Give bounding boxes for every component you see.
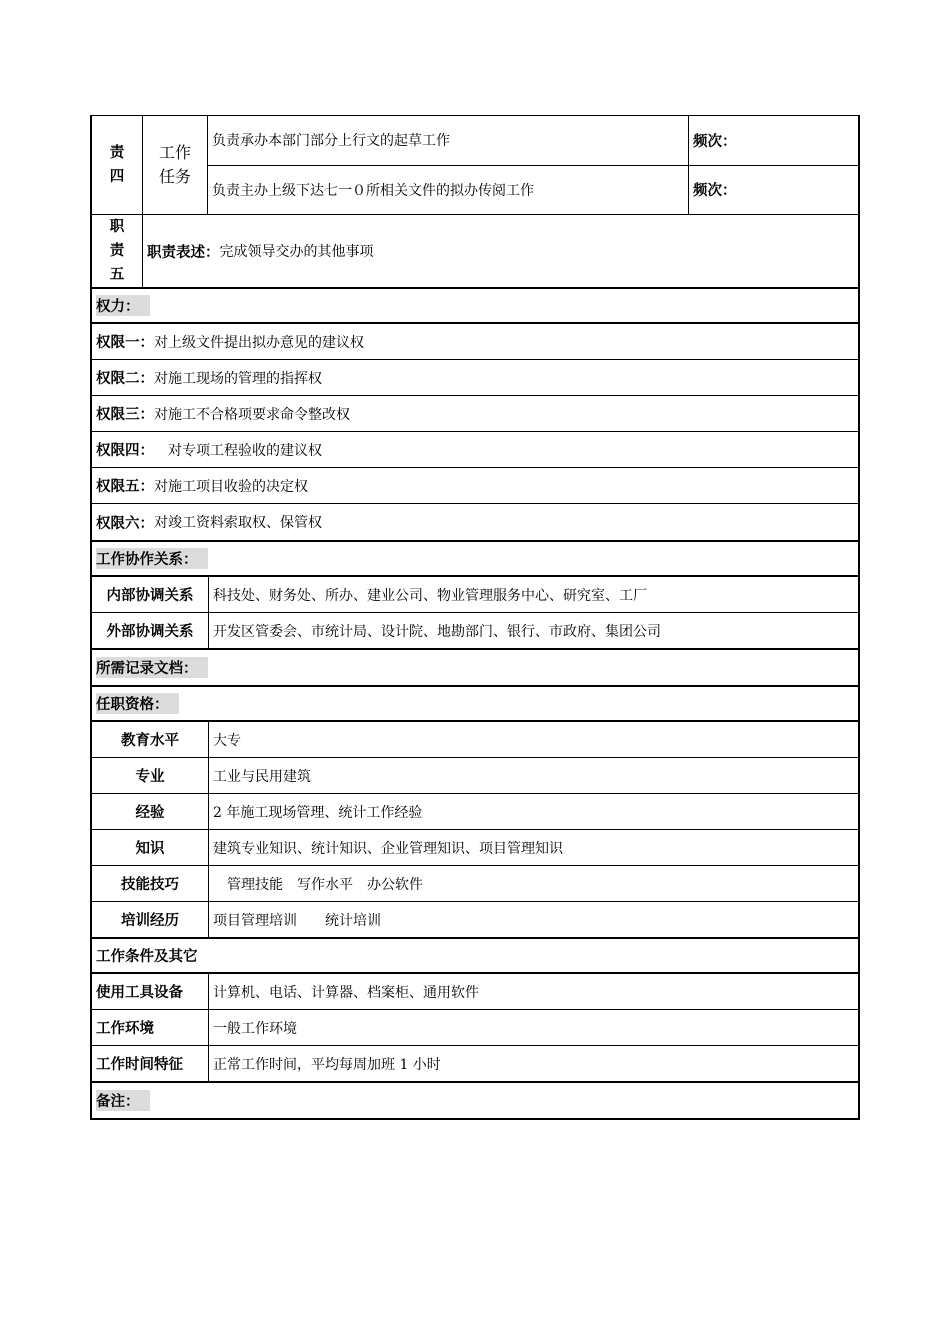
section-header (92, 650, 858, 685)
notes-title: 备注： (92, 1083, 150, 1118)
qualification-row (92, 902, 858, 937)
qualification-label: 技能技巧 (121, 877, 179, 893)
authority-row: 权限六： 对竣工资料索取权、保管权 (96, 515, 322, 532)
qualification-text: 工业与民用建筑 (208, 758, 858, 793)
qualification-row (92, 758, 858, 794)
qualification-row (92, 794, 858, 830)
conditions-block (90, 939, 860, 1083)
job-description-table (90, 115, 860, 1120)
relation-text: 科技处、财务处、所办、建业公司、物业管理服务中心、研究室、工厂 (208, 577, 858, 612)
task-text: 负责主办上级下达七一０所相关文件的拟办传阅工作 (212, 182, 534, 199)
condition-text: 一般工作环境 (208, 1010, 858, 1045)
conditions-title: 工作条件及其它 (96, 949, 198, 965)
qualification-text: 管理技能 写作水平 办公软件 (208, 866, 858, 901)
qualification-label: 专业 (135, 769, 165, 785)
notes-block (90, 1083, 860, 1120)
condition-label: 使用工具设备 (96, 985, 183, 1001)
records-title: 所需记录文档： (92, 650, 208, 685)
section-header (92, 687, 858, 722)
authority-row: 权限三： 对施工不合格项要求命令整改权 (92, 396, 858, 432)
description-label: 职责表述： (147, 244, 220, 261)
qualification-label: 教育水平 (121, 733, 179, 749)
qualification-text: 2 年施工现场管理、统计工作经验 (208, 794, 858, 829)
task-label: 工作 任务 (142, 116, 207, 214)
relations-title: 工作协作关系： (92, 542, 208, 575)
relation-label: 外部协调关系 (106, 624, 194, 640)
qualifications-title: 任职资格： (92, 687, 179, 720)
condition-row (92, 1010, 858, 1046)
authority-row: 权限二： 对施工现场的管理的指挥权 (92, 360, 858, 396)
authority-title: 权力： (92, 289, 150, 322)
relation-row (92, 613, 858, 648)
relation-text: 开发区管委会、市统计局、设计院、地勘部门、银行、市政府、集团公司 (208, 613, 858, 648)
duty-5-description (142, 215, 858, 287)
condition-row (92, 974, 858, 1010)
duty-5-block (90, 215, 860, 289)
task-text: 负责承办本部门部分上行文的起草工作 (212, 133, 450, 150)
qualification-row (92, 722, 858, 758)
condition-text: 计算机、电话、计算器、档案柜、通用软件 (208, 974, 858, 1009)
frequency-label: 频次： (688, 116, 858, 165)
qualification-text: 建筑专业知识、统计知识、企业管理知识、项目管理知识 (208, 830, 858, 865)
task-list (207, 116, 858, 214)
qualification-text: 大专 (208, 722, 858, 757)
qualification-row (92, 866, 858, 902)
condition-text: 正常工作时间，平均每周加班 1 小时 (208, 1046, 858, 1081)
relation-row (92, 577, 858, 613)
qualification-row (92, 830, 858, 866)
authority-block (90, 289, 860, 542)
description-text: 完成领导交办的其他事项 (219, 244, 374, 260)
task-row (208, 166, 858, 215)
relation-label: 内部协调关系 (106, 588, 194, 604)
qualification-label: 培训经历 (121, 913, 179, 929)
duty-4-label: 责 四 (109, 145, 125, 185)
duty-4-block (90, 115, 860, 215)
authority-row: 权限五： 对施工项目收验的决定权 (92, 468, 858, 504)
condition-label: 工作环境 (96, 1021, 154, 1037)
duty-5-label: 职 责 五 (109, 219, 125, 283)
frequency-label: 频次： (688, 166, 858, 215)
relations-block (90, 542, 860, 650)
section-header (92, 1083, 858, 1118)
section-header (92, 542, 858, 577)
authority-row: 权限一： 对上级文件提出拟办意见的建议权 (92, 324, 858, 360)
authority-row: 权限四： 对专项工程验收的建议权 (92, 432, 858, 468)
qualification-label: 经验 (135, 805, 165, 821)
records-block (90, 650, 860, 687)
section-header (92, 289, 858, 324)
condition-row (92, 1046, 858, 1081)
task-row (208, 116, 858, 166)
section-header (92, 939, 858, 974)
qualifications-block (90, 687, 860, 939)
qualification-text: 项目管理培训 统计培训 (208, 902, 858, 937)
qualification-label: 知识 (135, 841, 165, 857)
condition-label: 工作时间特征 (96, 1057, 183, 1073)
